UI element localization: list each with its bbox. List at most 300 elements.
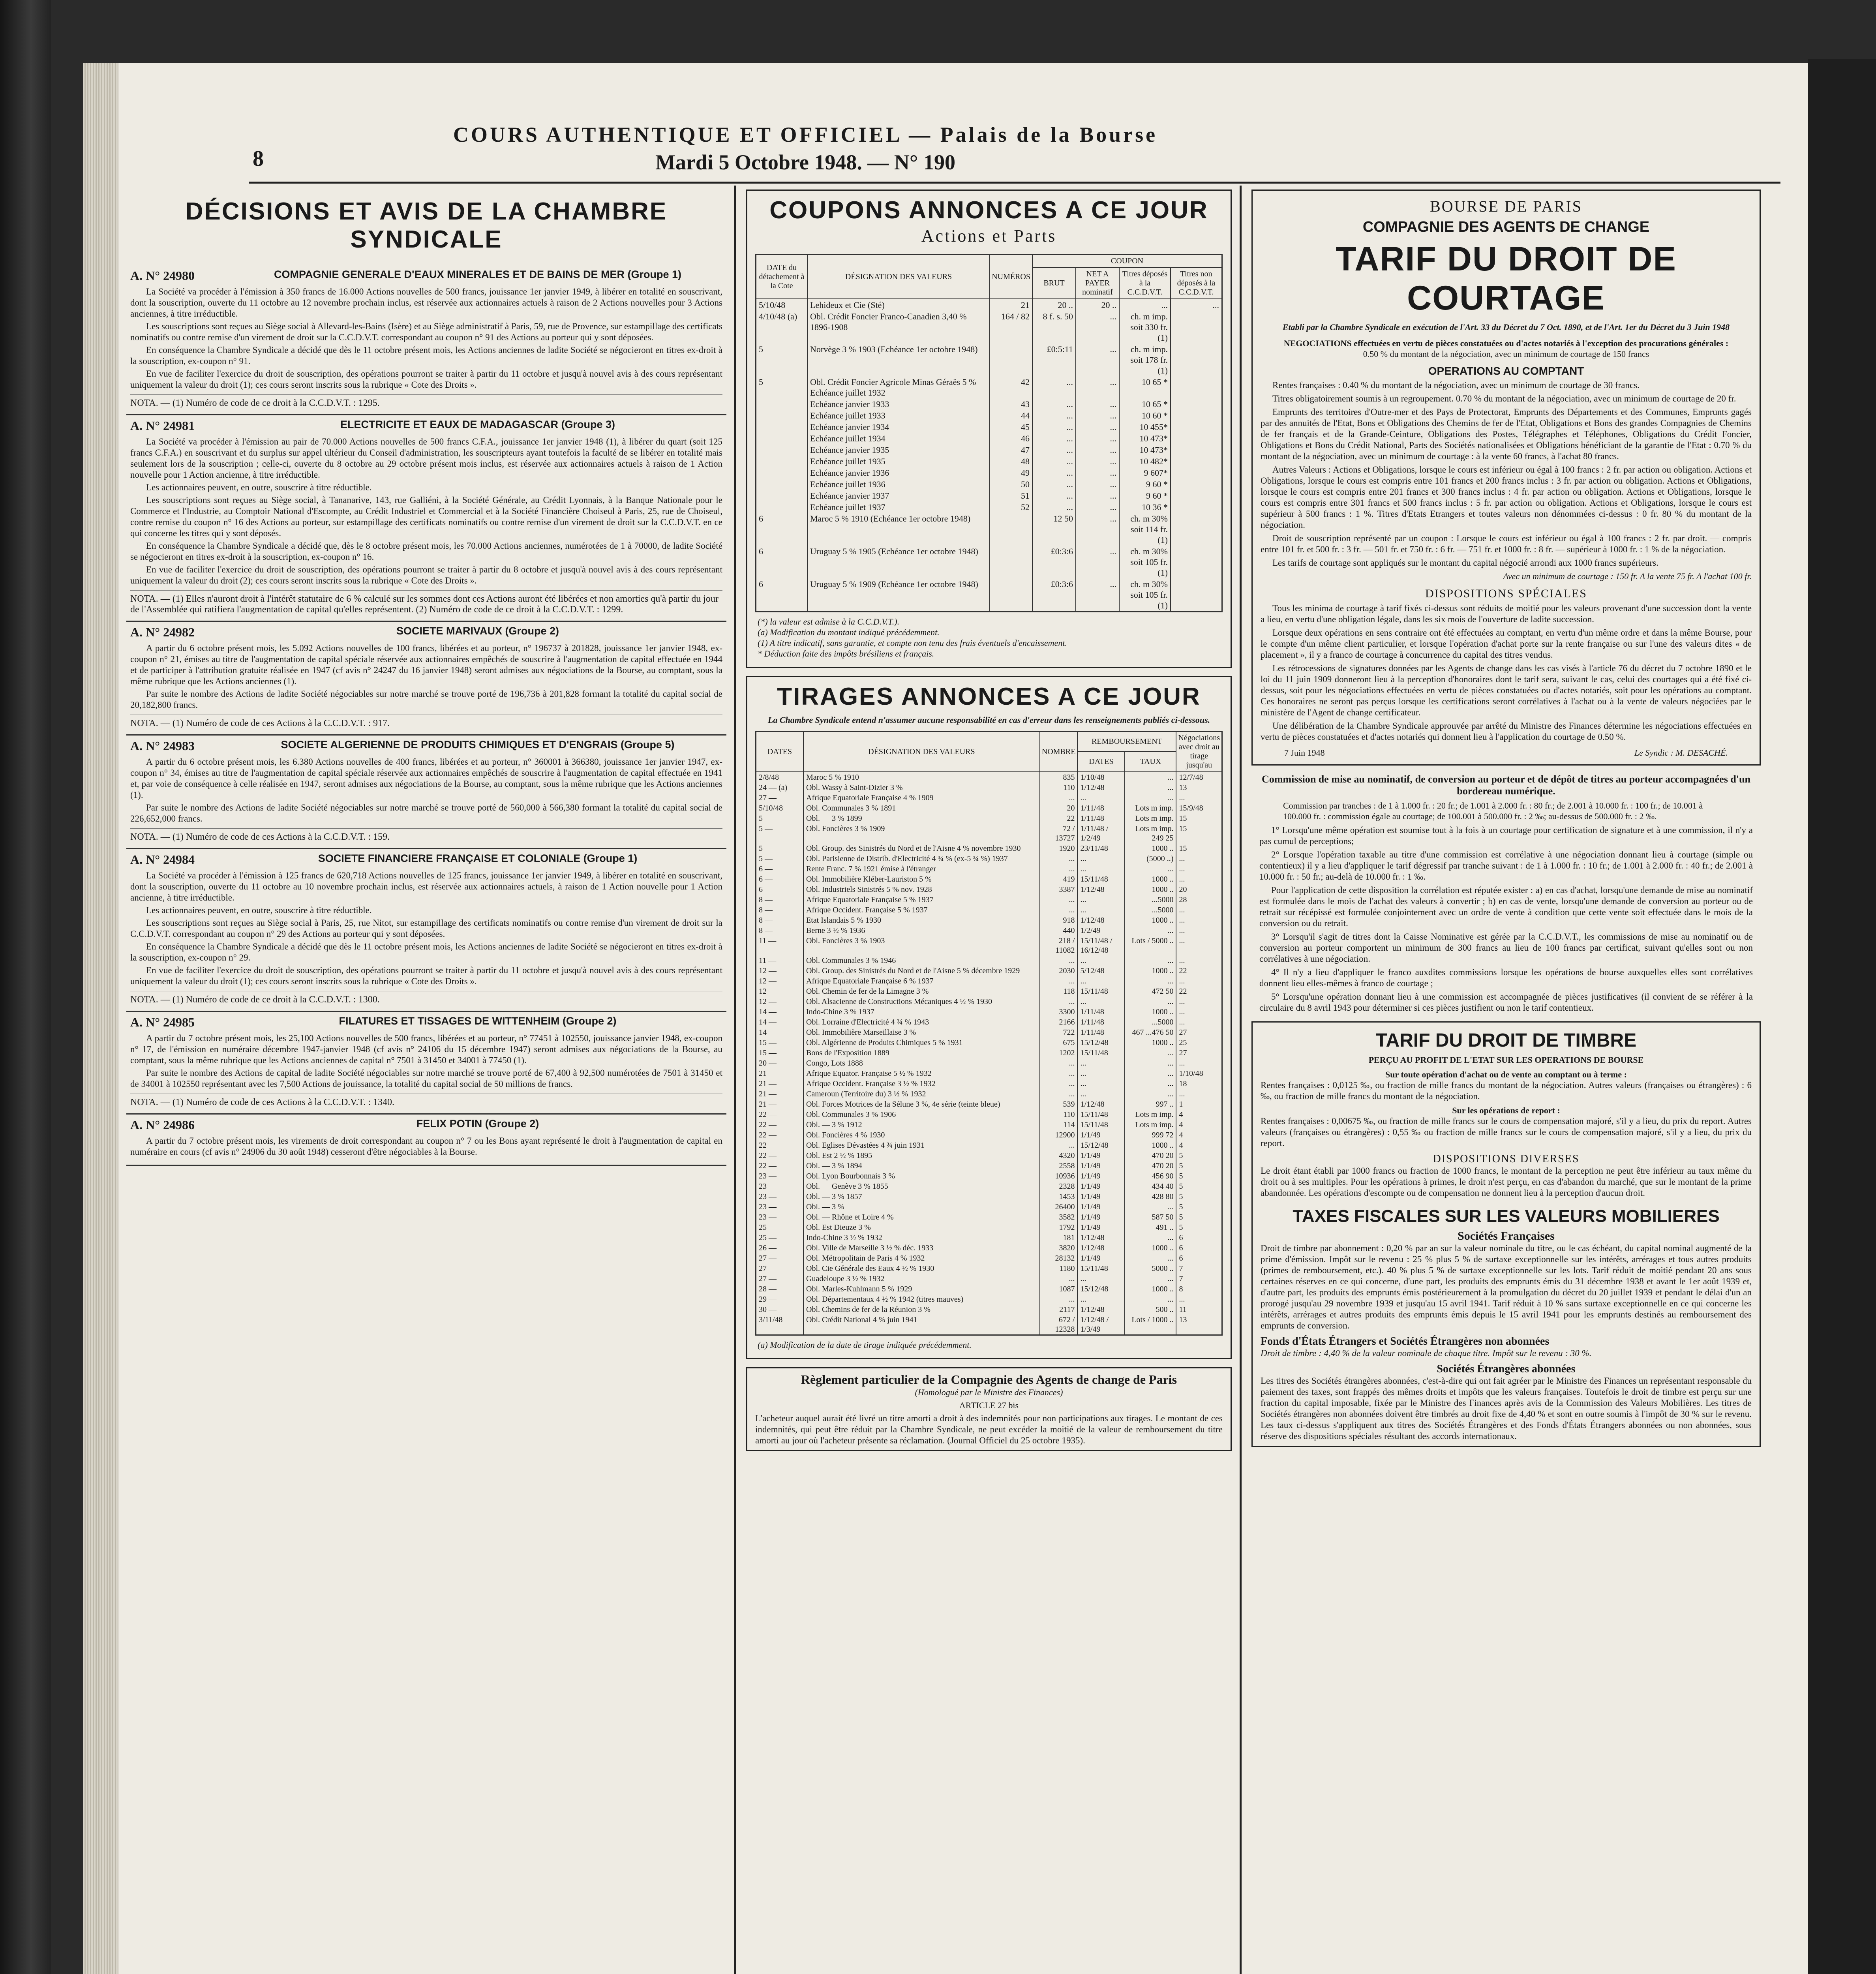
avis-notice xyxy=(126,265,726,415)
table-cell: 114 xyxy=(1040,1120,1078,1130)
table-cell: Rente Franc. 7 % 1921 émise à l'étranger xyxy=(803,864,1040,874)
table-cell: 15 — xyxy=(756,1048,804,1058)
table-cell xyxy=(1171,311,1222,343)
table-cell: 5/12/48 xyxy=(1077,966,1125,976)
table-cell: 21 xyxy=(990,299,1032,311)
table-cell: ... xyxy=(1040,1079,1078,1089)
table-cell: 2166 xyxy=(1040,1017,1078,1027)
table-cell: ... xyxy=(1125,1233,1176,1243)
table-cell xyxy=(990,513,1032,546)
decisions-column xyxy=(126,190,726,1974)
table-cell: Lehideux et Cie (Sté) xyxy=(807,299,990,311)
table-cell: 8 — xyxy=(756,895,804,905)
table-cell: 25 — xyxy=(756,1233,804,1243)
table-cell: ... xyxy=(1076,456,1119,467)
table-cell: ... xyxy=(1076,376,1119,398)
table-cell: 5/10/48 xyxy=(756,803,804,813)
table-cell: £0:3:6 xyxy=(1032,578,1076,612)
table-cell: 5 xyxy=(756,376,808,398)
table-cell: 8 — xyxy=(756,905,804,915)
avis-paragraph: En conséquence la Chambre Syndicale a décidé que dès le 11 octobre présent mois, les Actions anciennes de ladite Société se négocieront en titres ex-droit à la souscription, ex-coupon n° 91. xyxy=(130,345,722,366)
table-row xyxy=(756,803,1222,813)
table-cell: ... xyxy=(1125,772,1176,782)
table-cell: ...5000 xyxy=(1125,1017,1176,1027)
table-cell: 21 — xyxy=(756,1089,804,1099)
table-row xyxy=(756,1243,1222,1253)
table-cell: ... xyxy=(1176,1089,1222,1099)
table-cell: ... xyxy=(1040,854,1078,864)
avis-nota: NOTA. — (1) Numéro de code de ces Actions à la C.C.D.V.T. : 159. xyxy=(130,828,722,843)
table-cell: ... xyxy=(1032,421,1076,433)
table-cell: ... xyxy=(1125,1089,1176,1099)
decisions-title: DÉCISIONS ET AVIS DE LA CHAMBRE SYNDICALE xyxy=(185,198,668,253)
coupons-note: * Déduction faite des impôts brésiliens et français. xyxy=(758,649,934,659)
table-cell: 164 / 82 xyxy=(990,311,1032,343)
table-cell: 3582 xyxy=(1040,1212,1078,1222)
table-cell: 1792 xyxy=(1040,1222,1078,1233)
table-cell: 6 — xyxy=(756,874,804,884)
table-row xyxy=(756,1284,1222,1294)
coupons-header-nominatif: NET A PAYER nominatif xyxy=(1076,268,1119,299)
table-cell: ... xyxy=(1119,299,1171,311)
table-cell: 20 .. xyxy=(1032,299,1076,311)
avis-list xyxy=(126,265,726,1166)
societes-francaises-text: Droit de timbre par abonnement : 0,20 % par an sur la valeur nominale du titre, ou le cas échéant, du capital nominal augmenté de la prime d'émission. Impôt sur le revenu : 25 % plus 5 % de surtaxe exceptionnelle sur les intérêts, arrérages et tous autres produits (primes de remboursement, etc.). 40 % plus 5 % de surtaxe exceptionnelle sur les lots. Tarif réduit de moitié pendant 20 ans sous certaines réserves en ce qui concerne, d'une part, les produits des emprunts émis du 31 décembre 1938 et avant le 1er août 1939 et, d'autre part, les produits des emprunts émis postérieurement à la promulgation du décret du 20 juillet 1939 et pendant le délai d'un an prorogé jusqu'au 29 novembre 1939 et jusqu'au 15 avril 1941. Tarif réduit à 10 % sans surtaxe exceptionnelle en ce qui concerne les intérêts, arrérages et autres produits des emprunts émis depuis le 15 avril 1941 pour les emprunts destinés au remboursement des emprunts de conversion. xyxy=(1261,1243,1752,1330)
reglement-section xyxy=(746,1367,1232,1451)
table-cell: 5/10/48 xyxy=(756,299,808,311)
table-cell: 1/12/48 xyxy=(1077,915,1125,925)
table-row xyxy=(756,467,1222,478)
paragraph: Une délibération de la Chambre Syndicale approuvée par arrêté du Ministre des Finances détermine les négociations effectuées en vertu de pièces constatuées et d'actes notariés qui donnent lieu à l'application du courtage de 0.50 %. xyxy=(1261,721,1752,742)
table-cell: ... xyxy=(1076,546,1119,578)
table-cell: 110 xyxy=(1040,1109,1078,1120)
masthead-title: COURS AUTHENTIQUE ET OFFICIEL — Palais de la Bourse xyxy=(453,123,1158,146)
table-cell: ... xyxy=(1125,1058,1176,1068)
table-cell: 7 xyxy=(1176,1274,1222,1284)
table-cell: ... xyxy=(1076,444,1119,456)
table-row xyxy=(756,976,1222,986)
table-cell: 5000 .. xyxy=(1125,1263,1176,1274)
timbre-title: TARIF DU DROIT DE TIMBRE xyxy=(1375,1030,1637,1051)
table-cell: 10 65 * xyxy=(1119,376,1171,398)
avis-paragraph: Les souscriptions sont reçues au Siège social à Allevard-les-Bains (Isère) et au Siège administratif à Paris, 59, rue de Provence, sur estampillage des certificats nominatifs ou contre remise d'un virement de droit sur la C.C.D.V.T. correspondant au coupon n° 91 des Actions au porteur qui y sont déposées. xyxy=(130,321,722,342)
table-row xyxy=(756,966,1222,976)
table-cell: ... xyxy=(1040,976,1078,986)
table-cell: 15 — xyxy=(756,1038,804,1048)
table-row xyxy=(756,1089,1222,1099)
table-cell: Lots / 5000 .. xyxy=(1125,936,1176,955)
table-cell: 12 — xyxy=(756,996,804,1007)
table-cell: Lots m imp. xyxy=(1125,813,1176,824)
table-cell: 467 ...476 50 xyxy=(1125,1027,1176,1038)
table-cell: ... xyxy=(1125,1274,1176,1284)
table-cell: 1/12/48 xyxy=(1077,782,1125,793)
table-cell: ... xyxy=(1077,854,1125,864)
table-cell: Obl. Parisienne de Distrib. d'Electricité 4 ¾ % (ex-5 ¾ %) 1937 xyxy=(803,854,1040,864)
table-cell: ... xyxy=(1076,433,1119,444)
table-cell: ... xyxy=(1125,793,1176,803)
table-cell xyxy=(756,421,808,433)
table-cell xyxy=(1171,433,1222,444)
table-cell xyxy=(1171,478,1222,490)
table-cell: ... xyxy=(1076,410,1119,421)
tirages-header-negociations: Négociations avec droit au tirage jusqu'au xyxy=(1176,732,1222,772)
table-cell: Obl. Crédit National 4 % juin 1941 xyxy=(803,1315,1040,1335)
table-cell: 22 xyxy=(1040,813,1078,824)
table-cell: Echéance janvier 1936 xyxy=(807,467,990,478)
table-cell: 1000 .. xyxy=(1125,915,1176,925)
table-cell: 28132 xyxy=(1040,1253,1078,1263)
table-cell: 470 20 xyxy=(1125,1161,1176,1171)
avis-number: A. N° 24982 xyxy=(130,625,195,639)
table-cell: 15/12/48 xyxy=(1077,1284,1125,1294)
table-row xyxy=(756,1120,1222,1130)
table-cell: 1000 .. xyxy=(1125,1243,1176,1253)
table-cell: Obl. Alsacienne de Constructions Mécaniques 4 ½ % 1930 xyxy=(803,996,1040,1007)
table-cell: 1/11/48 xyxy=(1077,1027,1125,1038)
table-cell: 1453 xyxy=(1040,1192,1078,1202)
table-cell xyxy=(1171,444,1222,456)
table-cell: ... xyxy=(1176,854,1222,864)
table-cell: Uruguay 5 % 1909 (Echéance 1er octobre 1948) xyxy=(807,578,990,612)
table-cell: ... xyxy=(1040,864,1078,874)
table-cell: 5 — xyxy=(756,854,804,864)
table-cell: 27 — xyxy=(756,1253,804,1263)
avis-paragraph: La Société va procéder à l'émission à 125 francs de 620,718 Actions nouvelles de 125 francs, jouissance 1er janvier 1949, à libérer en totalité en souscrivant, dont la souscription, ouverte du 11 octobre au 10 novembre prochain inclus, est réservée aux actionnaires actuels, à raison de 1 Action nouvelle pour 1 Action ancienne, à titre irréductible. xyxy=(130,871,722,903)
tirages-note: (a) Modification de la date de tirage indiquée précédemment. xyxy=(758,1340,972,1350)
paragraph: Titres obligatoirement soumis à un regroupement. 0.70 % du montant de la négociation, avec un minimum de courtage de 20 fr. xyxy=(1272,394,1736,403)
table-cell: £0:5:11 xyxy=(1032,343,1076,376)
table-cell: 22 — xyxy=(756,1161,804,1171)
avis-company: FELIX POTIN (Groupe 2) xyxy=(416,1118,539,1130)
tarif-courtage-title: TARIF DU DROIT DE COURTAGE xyxy=(1336,240,1677,317)
table-cell: £0:3:6 xyxy=(1032,546,1076,578)
table-cell: 22 — xyxy=(756,1150,804,1161)
table-row xyxy=(756,1161,1222,1171)
courtage-section xyxy=(1251,190,1761,766)
table-row xyxy=(756,1294,1222,1304)
paragraph: Pour l'application de cette disposition la corrélation est réputée exister : a) en cas d'achat, lorsqu'une demande de mise au nominatif est formulée dans le mois de l'achat des valeurs à convertir ; b) en cas de vente, lorsqu'une demande de conversion au porteur ou de retrait sur récépissé est formulée conjointement avec un ordre de vente à condition que cette vente soit effectuée dans le mois de la conversion ou du retrait. xyxy=(1259,885,1753,928)
table-cell: 1/1/49 xyxy=(1077,1253,1125,1263)
tirages-header-designation: DÉSIGNATION DES VALEURS xyxy=(803,732,1040,772)
table-row xyxy=(756,1222,1222,1233)
table-cell: Etat Islandais 5 % 1930 xyxy=(803,915,1040,925)
table-row xyxy=(756,1253,1222,1263)
table-cell: ... xyxy=(1040,895,1078,905)
table-cell: Obl. — 3 % xyxy=(803,1202,1040,1212)
negociations-line: 0.50 % du montant de la négociation, avec un minimum de courtage de 150 francs xyxy=(1363,349,1649,359)
table-cell xyxy=(756,410,808,421)
table-row xyxy=(756,996,1222,1007)
table-cell: 51 xyxy=(990,490,1032,501)
table-cell: 12/7/48 xyxy=(1176,772,1222,782)
table-cell: Afrique Equatoriale Française 6 % 1937 xyxy=(803,976,1040,986)
avis-company: ELECTRICITE ET EAUX DE MADAGASCAR (Groupe 3) xyxy=(340,418,615,430)
table-cell: 1/1/49 xyxy=(1077,1202,1125,1212)
table-cell: Obl. Immobilière Kléber-Lauriston 5 % xyxy=(803,874,1040,884)
table-cell: 27 — xyxy=(756,793,804,803)
avis-number: A. N° 24984 xyxy=(130,852,195,867)
table-row xyxy=(756,915,1222,925)
table-row xyxy=(756,1130,1222,1140)
coupons-note: (*) la valeur est admise à la C.C.D.V.T.). xyxy=(758,617,900,627)
table-cell: 470 20 xyxy=(1125,1150,1176,1161)
table-cell: ... xyxy=(1176,996,1222,1007)
dispositions-diverses-heading: DISPOSITIONS DIVERSES xyxy=(1433,1153,1580,1165)
table-row xyxy=(756,772,1222,782)
table-cell: 12 — xyxy=(756,986,804,996)
table-cell: Echéance juillet 1933 xyxy=(807,410,990,421)
table-cell: 10 60 * xyxy=(1119,410,1171,421)
table-cell: Obl. — 3 % 1894 xyxy=(803,1161,1040,1171)
table-cell: Obl. Chemins de fer de la Réunion 3 % xyxy=(803,1304,1040,1315)
table-cell: 44 xyxy=(990,410,1032,421)
table-cell: 13 xyxy=(1176,1315,1222,1335)
table-cell: ... xyxy=(1032,410,1076,421)
table-cell: 491 .. xyxy=(1125,1222,1176,1233)
paragraph: Emprunts des territoires d'Outre-mer et des Pays de Protectorat, Emprunts des Départements et des Communes, Emprunts gagés par des annuités de l'Etat, Bons et Obligations des Chemins de fer de l'Etat, Obligations et Bons des grandes Compagnies de Chemins de fer français et de la Grande-Ceinture, Obligations des Postes, Télégraphes et Téléphones, Obligations du Crédit Foncier, Obligations et Bons du Crédit National, Parts des Sociétés nationalisées et Obligations bénéficiant de la garantie de l'Etat : 0.70 % du montant de la négociation, avec un minimum de courtage : à la vente 60 francs, à l'achat 80 francs. xyxy=(1261,407,1752,461)
avis-notice xyxy=(126,849,726,1012)
avis-paragraph: La Société va procéder à l'émission à 350 francs de 16.000 Actions nouvelles de 500 francs, jouissance 1er janvier 1949, à libérer en totalité en souscrivant, dont la souscription, ouverte du 11 octobre au 12 novembre prochain inclus, est réservée aux actionnaires actuels à raison de 2 Actions nouvelles pour 3 Actions anciennes, à titre irréductible. xyxy=(130,287,722,319)
table-cell: Obl. Immobilière Marseillaise 3 % xyxy=(803,1027,1040,1038)
table-cell: 181 xyxy=(1040,1233,1078,1243)
table-cell: 2558 xyxy=(1040,1161,1078,1171)
table-cell: ... xyxy=(1077,1089,1125,1099)
table-cell: 1202 xyxy=(1040,1048,1078,1058)
taxes-title: TAXES FISCALES SUR LES VALEURS MOBILIERES xyxy=(1293,1207,1720,1226)
table-cell: 25 — xyxy=(756,1222,804,1233)
table-cell: 11 xyxy=(1176,1304,1222,1315)
tarif-date: 7 Juin 1948 xyxy=(1284,748,1325,758)
table-row xyxy=(756,986,1222,996)
table-cell: 50 xyxy=(990,478,1032,490)
avis-notice xyxy=(126,622,726,736)
table-cell: ... xyxy=(1040,1089,1078,1099)
table-row xyxy=(756,843,1222,854)
tirages-section xyxy=(746,676,1232,1359)
table-cell: 4 xyxy=(1176,1140,1222,1150)
table-cell: 5 xyxy=(1176,1171,1222,1181)
reglement-title: Règlement particulier de la Compagnie des Agents de change de Paris xyxy=(801,1372,1177,1387)
table-cell: 1000 .. xyxy=(1125,843,1176,854)
avis-paragraph: La Société va procéder à l'émission au pair de 70.000 Actions nouvelles de 500 francs C.F.A., jouissance 1er janvier 1948 (1), à libérer du quart (soit 125 francs C.F.A.) en souscrivant et du surplus sur appel ultérieur du Conseil d'administration, les souscripteurs ayant toutefois la faculté de se libérer en totalité mais seulement lors de la souscription ; celle-ci, ouverte du 8 octobre au 29 octobre présent mois inclus, est réservée aux actionnaires actuels à raison de 1 Action nouvelle pour 1 Action ancienne, à titre irréductible. xyxy=(130,437,722,480)
avis-nota: NOTA. — (1) Elles n'auront droit à l'intérêt statutaire de 6 % calculé sur les sommes dont ces Actions auront été libérées et non amorties qu'à partir du jour de l'Assemblée qui ratifiera l'augmentation de capital qu'elles représentent. (2) Numéro de code de ce droit à la C.C.D.V.T. : 1299. xyxy=(130,590,722,615)
table-cell: 21 — xyxy=(756,1068,804,1079)
table-cell: ... xyxy=(1171,299,1222,311)
table-cell: 15/11/48 xyxy=(1077,986,1125,996)
table-cell: 20 xyxy=(1176,884,1222,895)
table-cell: Obl. Crédit Foncier Franco-Canadien 3,40 % 1896-1908 xyxy=(807,311,990,343)
table-cell: 1/11/48 xyxy=(1077,1017,1125,1027)
table-cell: ... xyxy=(1176,1058,1222,1068)
table-row xyxy=(756,1007,1222,1017)
table-cell: ... xyxy=(1077,905,1125,915)
dispositions-diverses-text: Le droit étant établi par 1000 francs ou fraction de 1000 francs, le montant de la perception ne peut être inférieur au taux même du droit ou à ses multiples. Pour les opérations à primes, le droit n'est perçu, en cas d'abandon du marché, que sur le montant de la prime abandonnée. Les opérations d'escompte ou de compensation ne donnent lieu à la perception d'aucun droit. xyxy=(1261,1166,1752,1198)
societes-etrangeres-text: Les titres des Sociétés étrangères abonnées, c'est-à-dire qui ont fait agréer par le Ministre des Finances un représentant responsable du paiement des taxes, sont frappés des mêmes droits et impôts que les valeurs françaises. Toutefois le droit de timbre est perçu sur une fraction du capital imposable, fixée par le Ministre des Finances après avis de la Commission des Valeurs Mobilières. Les titres de Sociétés étrangères non abonnées doivent être timbrés au droit fixe de 4,40 % et sont en outre soumis à l'impôt de 30 % sur le revenu. Les taux ci-dessus s'appliquent aux titres des Sociétés Étrangères et des Fonds d'États Étrangers abonnées ou non abonnées, sous réserve des dispositions spéciales résultant des accords internationaux. xyxy=(1261,1376,1752,1441)
table-cell: 1/1/49 xyxy=(1077,1192,1125,1202)
table-cell: Afrique Occident. Française 3 ½ % 1932 xyxy=(803,1079,1040,1089)
table-cell: Bons de l'Exposition 1889 xyxy=(803,1048,1040,1058)
table-row xyxy=(756,1212,1222,1222)
table-row xyxy=(756,376,1222,398)
avis-paragraph: Les actionnaires peuvent, en outre, souscrire à titre réductible. xyxy=(146,905,372,915)
table-cell: 456 90 xyxy=(1125,1171,1176,1181)
table-cell: 997 .. xyxy=(1125,1099,1176,1109)
timbre-text-1: Rentes françaises : 0,0125 ‰, ou fraction de mille francs du montant de la négociation. Autres valeurs (françaises ou étrangères) : 6 ‰, ou fraction de mille francs du montant de la négociation. xyxy=(1261,1080,1752,1101)
column-divider-1 xyxy=(734,186,736,1974)
table-cell: ... xyxy=(1032,398,1076,410)
avis-number: A. N° 24981 xyxy=(130,418,195,433)
table-cell: Indo-Chine 3 % 1937 xyxy=(803,1007,1040,1017)
table-cell: ... xyxy=(1125,1079,1176,1089)
table-cell: Obl. Ville de Marseille 3 ½ % déc. 1933 xyxy=(803,1243,1040,1253)
table-cell: ... xyxy=(1032,501,1076,513)
table-cell: Lots m imp. xyxy=(1125,803,1176,813)
table-row xyxy=(756,410,1222,421)
table-cell: 20 .. xyxy=(1076,299,1119,311)
timbre-text-2: Rentes françaises : 0,00675 ‰, ou fraction de mille francs sur le cours de compensation majoré, s'il y a lieu, du prix du report. Autres valeurs (françaises ou étrangères) : 0,55 ‰ ou fraction de mille francs sur le cours de compensation majoré, s'il y a lieu, du prix du report. xyxy=(1261,1116,1752,1148)
table-cell: 15/11/48 xyxy=(1077,1109,1125,1120)
table-cell: Echéance janvier 1934 xyxy=(807,421,990,433)
table-cell: 500 .. xyxy=(1125,1304,1176,1315)
table-cell: Indo-Chine 3 ½ % 1932 xyxy=(803,1233,1040,1243)
table-cell: 72 / 13727 xyxy=(1040,824,1078,843)
table-cell: 9 607* xyxy=(1119,467,1171,478)
table-cell: 672 / 12328 xyxy=(1040,1315,1078,1335)
table-cell: ... xyxy=(1176,976,1222,986)
table-cell: ... xyxy=(1040,1294,1078,1304)
column-divider-2 xyxy=(1240,186,1242,1974)
paragraph: Lorsque deux opérations en sens contraire ont été effectuées au comptant, en vertu d'un même ordre et dans la même Bourse, pour le compte d'un même client particulier, et lorsque l'opération d'achat porte sur la rente française ou sur l'une des valeurs dites « de placement », il y a franco de courtage à concurrence du capital des titres vendus. xyxy=(1261,628,1752,660)
table-cell: ... xyxy=(1076,513,1119,546)
table-cell: 8 — xyxy=(756,915,804,925)
table-cell: 10 473* xyxy=(1119,433,1171,444)
negociations-heading: NEGOCIATIONS effectuées en vertu de pièces constatuées ou d'actes notariés à l'exception des procurations générales : xyxy=(1283,338,1729,348)
table-cell: 46 xyxy=(990,433,1032,444)
avis-company: FILATURES ET TISSAGES DE WITTENHEIM (Groupe 2) xyxy=(339,1015,617,1027)
table-cell: 1087 xyxy=(1040,1284,1078,1294)
dispositions-speciales-heading: DISPOSITIONS SPÉCIALES xyxy=(1425,587,1587,600)
table-cell xyxy=(990,546,1032,578)
avis-notice xyxy=(126,415,726,622)
fonds-etrangers-heading: Fonds d'États Étrangers et Sociétés Étrangères non abonnées xyxy=(1261,1335,1550,1347)
minimum-courtage-note: Avec un minimum de courtage : 150 fr. A la vente 75 fr. A l'achat 100 fr. xyxy=(1503,571,1752,581)
table-cell: 28 xyxy=(1176,895,1222,905)
table-cell: ... xyxy=(1040,793,1078,803)
table-cell: Obl. Wassy à Saint-Dizier 3 % xyxy=(803,782,1040,793)
table-row xyxy=(756,490,1222,501)
table-cell: ... xyxy=(1032,478,1076,490)
table-cell: Obl. Lyon Bourbonnais 3 % xyxy=(803,1171,1040,1181)
table-cell xyxy=(756,490,808,501)
table-cell: 1920 xyxy=(1040,843,1078,854)
table-cell: 1/1/49 xyxy=(1077,1171,1125,1181)
table-cell: 722 xyxy=(1040,1027,1078,1038)
table-row xyxy=(756,955,1222,966)
timbre-subtitle: PERÇU AU PROFIT DE L'ETAT SUR LES OPERATIONS DE BOURSE xyxy=(1368,1055,1644,1065)
table-cell: 472 50 xyxy=(1125,986,1176,996)
table-cell: Obl. Départementaux 4 ½ % 1942 (titres mauves) xyxy=(803,1294,1040,1304)
table-cell: ch. m imp. soit 178 fr.(1) xyxy=(1119,343,1171,376)
table-cell: 12 50 xyxy=(1032,513,1076,546)
table-cell: ... xyxy=(1076,421,1119,433)
table-cell: ... xyxy=(1040,1058,1078,1068)
paragraph: 1° Lorsqu'une même opération est soumise tout à la fois à un courtage pour certification de signature et à une commission, il n'y a pas cumul de perceptions; xyxy=(1259,825,1753,846)
table-cell: 18 xyxy=(1176,1079,1222,1089)
table-cell: 3/11/48 xyxy=(756,1315,804,1335)
table-cell: 9 60 * xyxy=(1119,490,1171,501)
table-cell: 10 473* xyxy=(1119,444,1171,456)
table-cell: 5 xyxy=(1176,1181,1222,1192)
table-row xyxy=(756,1099,1222,1109)
tarif-courtage-subtitle: Etabli par la Chambre Syndicale en exécution de l'Art. 33 du Décret du 7 Oct. 1890, et de l'Art. 1er du Décret du 3 Juin 1948 xyxy=(1282,322,1730,332)
table-cell: 15/11/48 xyxy=(1077,1263,1125,1274)
table-cell: 434 40 xyxy=(1125,1181,1176,1192)
table-row xyxy=(756,1017,1222,1027)
table-cell: 1000 .. xyxy=(1125,1007,1176,1017)
table-cell: Obl. Est Dieuze 3 % xyxy=(803,1222,1040,1233)
table-cell: ... xyxy=(1077,1079,1125,1089)
table-cell: 1000 .. xyxy=(1125,1140,1176,1150)
table-row xyxy=(756,1109,1222,1120)
table-cell: 675 xyxy=(1040,1038,1078,1048)
table-row xyxy=(756,1068,1222,1079)
table-cell: 4320 xyxy=(1040,1150,1078,1161)
timbre-heading-2: Sur les opérations de report : xyxy=(1452,1105,1560,1115)
table-cell: 4 xyxy=(1176,1109,1222,1120)
table-cell: 42 xyxy=(990,376,1032,398)
table-cell: Obl. Eglises Dévastées 4 ¾ juin 1931 xyxy=(803,1140,1040,1150)
table-cell: Afrique Equatoriale Française 4 % 1909 xyxy=(803,793,1040,803)
comptant-heading: OPERATIONS AU COMPTANT xyxy=(1428,365,1584,377)
avis-notice xyxy=(126,1012,726,1115)
table-cell: ... xyxy=(1176,905,1222,915)
table-cell xyxy=(1171,501,1222,513)
table-cell: ...5000 xyxy=(1125,895,1176,905)
avis-paragraph: Les souscriptions sont reçues au Siège social à Paris, 25, rue Nitot, sur estampillage des certificats nominatifs ou contre remise d'un virement de droit sur la C.C.D.V.T. correspondant au coupon n° 29 des Actions au porteur qui y sont déposées. xyxy=(130,918,722,939)
table-cell: Obl. Communales 3 % 1946 xyxy=(803,955,1040,966)
reglement-article: ARTICLE 27 bis xyxy=(959,1400,1019,1410)
table-cell xyxy=(990,578,1032,612)
commission-paragraphs xyxy=(1259,825,1753,1013)
table-cell: 28 — xyxy=(756,1284,804,1294)
bourse-heading: BOURSE DE PARIS xyxy=(1430,197,1582,215)
table-cell: 27 xyxy=(1176,1048,1222,1058)
table-cell: ... xyxy=(1032,433,1076,444)
table-cell: 1/12/48 xyxy=(1077,884,1125,895)
table-cell: 21 — xyxy=(756,1099,804,1109)
table-cell: ... xyxy=(1077,1058,1125,1068)
commission-tranches: Commission par tranches : de 1 à 1.000 fr. : 20 fr.; de 1.001 à 2.000 fr. : 80 fr.; de 2.001 à 10.000 fr. : 100 fr.; de 10.001 à 100.000 fr. : commission égale au courtage; de 100.001 à 500.000 fr. : 2 ‰; au-dessus de 500.000 fr. : 2 ‰. xyxy=(1283,801,1703,821)
table-cell: ... xyxy=(1077,955,1125,966)
table-cell: ... xyxy=(1077,996,1125,1007)
avis-notice xyxy=(126,1115,726,1166)
table-cell: Uruguay 5 % 1905 (Echéance 1er octobre 1948) xyxy=(807,546,990,578)
table-cell: ... xyxy=(1125,1068,1176,1079)
table-cell: 25 xyxy=(1176,1038,1222,1048)
coupons-header-numeros: NUMÉROS xyxy=(990,255,1032,299)
coupons-header-deposes: Titres déposés à la C.C.D.V.T. xyxy=(1119,268,1171,299)
table-cell: 13 xyxy=(1176,782,1222,793)
table-cell: 2117 xyxy=(1040,1304,1078,1315)
table-cell: ... xyxy=(1125,1202,1176,1212)
table-cell: 4/10/48 (a) xyxy=(756,311,808,343)
table-cell: 118 xyxy=(1040,986,1078,996)
table-row xyxy=(756,895,1222,905)
coupons-tirages-column xyxy=(746,190,1232,1974)
tirages-table xyxy=(755,731,1223,1336)
table-cell: ... xyxy=(1176,1294,1222,1304)
